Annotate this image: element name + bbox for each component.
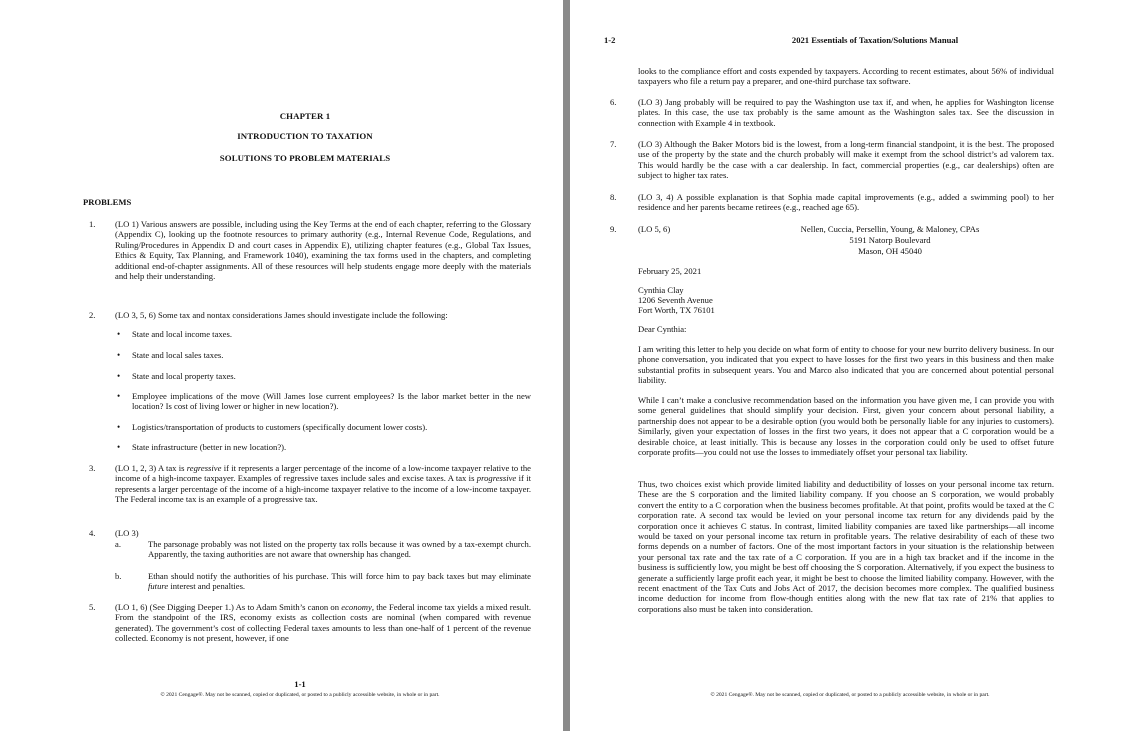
- problem-2-number: 2.: [89, 310, 96, 320]
- problem-8-number: 8.: [610, 192, 617, 202]
- bullet-icon: •: [117, 422, 121, 432]
- emphasis-term: future: [148, 581, 169, 592]
- letter-paragraph-3: Thus, two choices exist which provide limited liability and deductibility of losses on your personal income tax return. These are the S corporation and the limited liability company. If you choose an S corporation, we would probably convert the entity to a C corporation when the business becomes profitable. At that point, profits would be taxed at the C corporation rate. A second tax would be levied on your personal income tax return for any dividends paid by the corporation once it achieves C status. In contrast, limited liability companies are taxed like partnerships—all income would be taxed on your personal income tax return in profitable years. The relative desirability of each of these two forms depends on a number of factors. One of the most important factors in your situation is the relationship between your personal tax rate and the tax rate of a C corporation. If you are in a high tax bracket and if the income in the business is sufficiently low, you might be best off choosing the S corporation. Alternatively, if you expect the business to generate a sufficiently large profit each year, it might be best to choose the limited liability company. However, with the recent enactment of the Tax Cuts and Jobs Act of 2017, the decision becomes more complex. The qualified business income deduction for income from flow-though entities along with the new flat tax rate of 21% that applies to corporations also must be taken into consideration.: [638, 479, 1054, 614]
- recipient-street: 1206 Seventh Avenue: [638, 295, 713, 305]
- chapter-number: CHAPTER 1: [279, 111, 331, 121]
- right-page: [570, 0, 1135, 731]
- problem-3-number: 3.: [89, 463, 96, 473]
- problem-4b-label: b.: [115, 571, 122, 581]
- problem-1-number: 1.: [89, 219, 96, 229]
- emphasis-term: economy: [341, 602, 372, 612]
- text-run: interest and penalties.: [168, 581, 246, 592]
- problem-4-number: 4.: [89, 528, 96, 538]
- text-run: if it represents a larger percentage of the income of a low-income taxpayer relative to the income of a high-income taxpayer. Examples of regressive taxes include sales and excise taxes. A tax is: [115, 463, 531, 484]
- recipient-city: Fort Worth, TX 76101: [638, 305, 715, 315]
- letterhead-street: 5191 Natorp Boulevard: [849, 235, 931, 245]
- problem-1-text: (LO 1) Various answers are possible, including using the Key Terms at the end of each chapter, referring to the Glossary (Appendix C), looking up the footnote resources to primary authority (e.g., Internal Revenue Code, Regulations, and Ruling/Procedures in Appendix D and court cases in Appendix E), utilizing chapter features (e.g., Global Tax Issues, Ethics & Equity, Tax Planning, and Framework 1040), examining the tax forms used in the chapters, and completing additional end-of-chapter assignments. All of these resources will help students engage more deeply with the materials and help their understanding.: [115, 219, 531, 282]
- bullet-item: State and local property taxes.: [132, 371, 236, 381]
- running-header-title: 2021 Essentials of Taxation/Solutions Manual: [791, 35, 959, 45]
- problem-6-number: 6.: [610, 97, 617, 107]
- copyright-footer: © 2021 Cengage®. May not be scanned, copied or duplicated, or posted to a publicly accessible website, in whole or in part.: [710, 692, 990, 698]
- problem-7-text: (LO 3) Although the Baker Motors bid is the lowest, from a long-term financial standpoint, it is the best. The proposed use of the property by the state and the church probably will make it exempt from the school district’s ad valorem tax. This would hardly be the case with a car dealership. In fact, commercial properties (e.g., car dealerships) often are subject to higher tax rates.: [638, 139, 1054, 181]
- text-run: if it represents a larger percentage of the income of a high-income taxpayer relative to the income of a low-income taxpayer. The Federal income tax is an example of a progressive tax.: [115, 473, 531, 505]
- running-header-page: 1-2: [604, 35, 616, 45]
- problem-3-text: [115, 463, 531, 505]
- bullet-icon: •: [117, 442, 121, 452]
- text-run: (LO 1, 2, 3) A tax is: [115, 463, 187, 473]
- problem-9-number: 9.: [610, 224, 617, 234]
- problem-5-number: 5.: [89, 602, 96, 612]
- chapter-title: INTRODUCTION TO TAXATION: [237, 131, 373, 141]
- bullet-item: State and local income taxes.: [132, 329, 232, 339]
- text-run: , the Federal income tax yields a mixed result. From the standpoint of the IRS, economy exists as collection costs are nominal (when compared with revenue generated). The government’s cost of collecting Federal taxes amounts to less than one-half of 1 percent of the revenue collected. Economy is not present, however, if one: [115, 602, 531, 644]
- text-run: (LO 1, 6) (See Digging Deeper 1.) As to Adam Smith’s canon on: [115, 602, 342, 612]
- bullet-icon: •: [117, 329, 121, 339]
- problem-4a-label: a.: [115, 539, 121, 549]
- letter-paragraph-1: I am writing this letter to help you decide on what form of entity to choose for your new burrito delivery business. In our phone conversation, you indicated that you expect to have losses for the first two years in this business and then make substantial profits in subsequent years. You and Marco also indicated that you are concerned about potential personal liability.: [638, 344, 1054, 386]
- bullet-item: State infrastructure (better in new location?).: [132, 442, 287, 452]
- letterhead-city: Mason, OH 45040: [858, 246, 922, 256]
- page-gutter: [563, 0, 570, 731]
- emphasis-term: regressive: [186, 463, 222, 473]
- bullet-item: Employee implications of the move (Will James lose current employees? Is the labor market better in the new location? Is cost of living lower or higher in new location?).: [132, 391, 531, 412]
- problems-heading: PROBLEMS: [83, 197, 132, 207]
- left-page: [0, 0, 563, 731]
- problem-4a-text: The parsonage probably was not listed on the property tax rolls because it was owned by a tax-exempt church. Apparently, the taxing authorities are not aware that ownership has changed.: [148, 539, 531, 560]
- bullet-icon: •: [117, 371, 121, 381]
- text-run: Ethan should notify the authorities of his purchase. This will force him to pay back taxes but may eliminate: [148, 571, 531, 581]
- problem-6-text: (LO 3) Jang probably will be required to pay the Washington use tax if, and when, he applies for Washington license plates. In this case, the use tax probably is the same amount as the Washington sales tax. See the discussion in connection with Example 4 in textbook.: [638, 97, 1054, 128]
- problem-2-text: (LO 3, 5, 6) Some tax and nontax considerations James should investigate include the following:: [115, 310, 448, 320]
- letter-paragraph-2: While I can’t make a conclusive recommendation based on the information you have given me, I can provide you with some general guidelines that should simplify your decision. First, given your concern about personal liability, a partnership does not appear to be a desirable option (you would both be personally liable for any injuries to customers). Similarly, given your expectation of losses in the first two years, it does not appear that a C corporation would be a desirable choice, at least initially. This is because any losses in the corporation could only be used to offset future corporate profits—you could not use the losses to immediately offset your personal tax liability.: [638, 395, 1054, 458]
- emphasis-term: progressive: [476, 473, 517, 484]
- copyright-footer: © 2021 Cengage®. May not be scanned, copied or duplicated, or posted to a publicly accessible website, in whole or in part.: [160, 692, 440, 698]
- problem-8-text: (LO 3, 4) A possible explanation is that Sophia made capital improvements (e.g., added a swimming pool) to her residence and her parents became retirees (e.g., reached age 65).: [638, 192, 1054, 213]
- problem-9-lo: (LO 5, 6): [638, 224, 671, 234]
- letter-date: February 25, 2021: [638, 266, 702, 276]
- continuation-text: looks to the compliance effort and costs expended by taxpayers. According to recent estimates, about 56% of individual taxpayers who file a return pay a preparer, and one-third purchase tax software.: [638, 66, 1054, 87]
- bullet-item: Logistics/transportation of products to customers (specifically document lower costs).: [132, 422, 428, 432]
- page-number: 1-1: [294, 679, 306, 689]
- chapter-subtitle: SOLUTIONS TO PROBLEM MATERIALS: [219, 153, 391, 163]
- letterhead-firm: Nellen, Cuccia, Persellin, Young, & Maloney, CPAs: [800, 224, 980, 234]
- recipient-name: Cynthia Clay: [638, 285, 684, 295]
- problem-7-number: 7.: [610, 139, 617, 149]
- problem-4b-text: [148, 571, 531, 592]
- problem-4-text: (LO 3): [115, 528, 139, 538]
- bullet-icon: •: [117, 350, 121, 360]
- problem-5-text: [115, 602, 531, 644]
- bullet-icon: •: [117, 391, 121, 401]
- letter-salutation: Dear Cynthia:: [638, 324, 687, 334]
- bullet-item: State and local sales taxes.: [132, 350, 224, 360]
